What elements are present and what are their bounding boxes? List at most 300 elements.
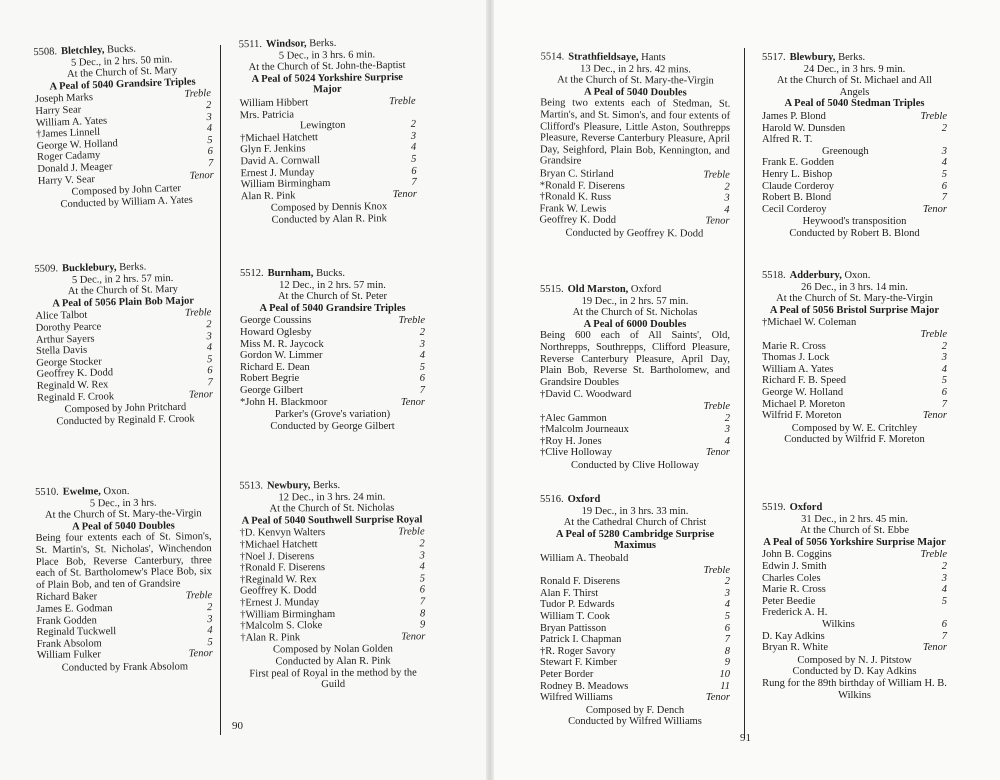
bell-position: Tenor bbox=[705, 447, 730, 459]
bell-position: 7 bbox=[419, 384, 425, 396]
peal-title: A Peal of 5040 Doubles bbox=[583, 86, 687, 99]
ringer-row bbox=[762, 375, 947, 387]
ringer-row bbox=[762, 364, 947, 376]
bell-position: 4 bbox=[206, 123, 213, 135]
peal-title: A Peal of 5056 Yorkshire Surprise Major bbox=[763, 536, 946, 548]
peal-number: 5508. bbox=[33, 46, 58, 59]
bell-position: 3 bbox=[207, 613, 213, 625]
ringer-row bbox=[37, 648, 213, 661]
peal-footnote: Conducted by William A. Yates bbox=[60, 194, 193, 210]
peal-heading bbox=[762, 52, 947, 64]
bell-position: 3 bbox=[419, 338, 425, 350]
peal-description: Being four extents each of St. Simon's, St. Martin's, St. Nicholas', Winchendon Place Bob, Reverse Canterbury, three each of St. Bartholomew's Place Bob, six of Plain Bob, and ten of Grandsire bbox=[35, 531, 212, 591]
ringer-row bbox=[241, 188, 417, 202]
bell-position: Treble bbox=[389, 95, 416, 108]
bell-position: 2 bbox=[410, 118, 416, 131]
bell-position: 2 bbox=[941, 560, 947, 572]
bell-position: 2 bbox=[206, 319, 212, 331]
ringer-row bbox=[540, 681, 730, 693]
peal-footnote: Conducted by Wilfred Williams bbox=[568, 716, 702, 728]
peal-church: At the Church of St. Mary-the-Virgin bbox=[557, 74, 714, 87]
ringer-row bbox=[540, 413, 730, 425]
bell-position: Tenor bbox=[401, 631, 426, 643]
bell-position: 6 bbox=[724, 622, 730, 634]
ringer-name: Frederick A. H. bbox=[762, 607, 828, 619]
ringer-row bbox=[762, 387, 947, 399]
bell-position: 7 bbox=[411, 176, 417, 188]
ringer-name: Alice Talbot bbox=[35, 310, 88, 323]
ringer-name: Frank E. Godden bbox=[762, 157, 835, 169]
peal-date: 31 Dec., in 2 hrs. 45 min. bbox=[801, 513, 908, 525]
peal-title: A Peal of 5056 Bristol Surprise Major bbox=[769, 304, 940, 316]
peal-county: Hants bbox=[641, 52, 666, 64]
ringer-row bbox=[240, 527, 425, 540]
ringer-name: Ernest J. Munday bbox=[240, 166, 315, 179]
ringer-row bbox=[762, 596, 947, 608]
ringer-name: Wilkins bbox=[822, 618, 855, 630]
ringer-row bbox=[240, 327, 425, 339]
peal-record bbox=[540, 494, 730, 728]
ringer-list bbox=[762, 549, 947, 653]
ringer-name: Reginald W. Rex bbox=[36, 379, 109, 392]
ringer-name: †Alec Gammon bbox=[540, 412, 607, 424]
bell-position: 8 bbox=[724, 645, 730, 657]
ringer-row bbox=[762, 341, 947, 353]
ringer-row bbox=[762, 631, 947, 643]
peal-county: Berks. bbox=[838, 52, 866, 63]
ringer-name: William Birmingham bbox=[240, 178, 331, 191]
ringer-name: Charles Coles bbox=[762, 572, 821, 584]
bell-position: 4 bbox=[410, 142, 417, 154]
ringer-row bbox=[540, 623, 730, 635]
peal-date: 12 Dec., in 3 hrs. 24 min. bbox=[278, 491, 386, 503]
ringer-row bbox=[762, 123, 947, 135]
ringer-name: James P. Blond bbox=[762, 110, 826, 122]
ringer-name: Tudor P. Edwards bbox=[540, 599, 615, 611]
bell-position: 5 bbox=[207, 134, 213, 146]
peal-footnote: Heywood's transposition bbox=[802, 216, 907, 228]
peal-date: 19 Dec., in 3 hrs. 33 min. bbox=[581, 505, 689, 517]
peal-footnote: Conducted by D. Kay Adkins bbox=[792, 666, 917, 678]
bell-position: 4 bbox=[207, 625, 213, 637]
peal-church: At the Church of St. Mary bbox=[67, 284, 179, 298]
ringer-row bbox=[762, 352, 947, 364]
ringer-row bbox=[540, 553, 730, 565]
peal-footnote: Conducted by Frank Absolom bbox=[61, 661, 189, 674]
peal-county: Berks. bbox=[309, 37, 337, 50]
ringer-name: †Ernest J. Munday bbox=[240, 597, 320, 609]
peal-description: Being two extents each of Stedman, St. Martin's, and St. Simon's, and four extents of Clifford's Pleasure, Little Aston, Southrepps Pleasure, Reverse Canterbury Pleasure, April Day, Seighford, Plain Bob, Kennington, and Grandsire bbox=[539, 97, 731, 167]
bell-position: 10 bbox=[719, 668, 730, 680]
ringer-row bbox=[762, 642, 947, 654]
ringer-list bbox=[35, 308, 213, 404]
ringer-name: George Coussins bbox=[240, 315, 312, 327]
ringer-name: Marie R. Cross bbox=[762, 584, 826, 596]
ringer-row bbox=[240, 339, 425, 351]
peal-record bbox=[33, 41, 215, 211]
ringer-name: †Michael W. Coleman bbox=[762, 317, 857, 329]
bell-position bbox=[724, 389, 730, 401]
peal-number: 5511. bbox=[238, 38, 263, 51]
column-rule bbox=[220, 45, 221, 735]
peal-place: Windsor, bbox=[265, 38, 307, 50]
peal-number: 5518. bbox=[762, 270, 786, 281]
ringer-name: Alan F. Thirst bbox=[540, 587, 599, 599]
ringer-row bbox=[540, 611, 730, 623]
peal-county: Bucks. bbox=[106, 43, 137, 56]
ringer-name: Bryan C. Stirland bbox=[539, 168, 614, 180]
peal-county: Oxon. bbox=[844, 270, 871, 281]
peal-place: Strathfieldsaye, bbox=[568, 51, 639, 64]
bell-position: 4 bbox=[941, 157, 947, 169]
ringer-name: William Fulker bbox=[36, 649, 101, 662]
bell-position: 11 bbox=[720, 680, 730, 692]
bell-position: Tenor bbox=[922, 203, 947, 215]
ringer-name: Marie R. Cross bbox=[762, 340, 826, 352]
ringer-row bbox=[540, 634, 730, 646]
ringer-name: George W. Holland bbox=[36, 137, 118, 152]
bell-position: 3 bbox=[941, 145, 947, 157]
ringer-row bbox=[240, 385, 425, 397]
ringer-name: †Noel J. Diserens bbox=[239, 550, 315, 563]
bell-position: 5 bbox=[419, 573, 425, 585]
ringer-row bbox=[540, 588, 730, 600]
bell-position: Treble bbox=[703, 564, 730, 576]
ringer-list bbox=[240, 527, 426, 644]
bell-position: 4 bbox=[941, 584, 947, 596]
bell-position: 3 bbox=[941, 352, 947, 364]
peal-number: 5515. bbox=[540, 284, 564, 295]
peal-record bbox=[539, 51, 730, 240]
peal-church: At the Church of St. Nicholas bbox=[572, 307, 698, 319]
ringer-row bbox=[540, 436, 730, 448]
ringer-name: Greenough bbox=[822, 145, 869, 157]
bell-position: Treble bbox=[184, 88, 212, 101]
bell-position: 3 bbox=[419, 549, 425, 561]
ringer-row bbox=[762, 607, 947, 619]
peal-heading bbox=[540, 494, 730, 506]
bell-position: 7 bbox=[941, 192, 947, 204]
peal-church: At the Church of St. Peter bbox=[277, 291, 388, 303]
peal-footnote: Parker's (Grove's variation) bbox=[274, 409, 391, 421]
bell-position: 5 bbox=[419, 361, 425, 373]
peal-date: 5 Dec., in 3 hrs. bbox=[89, 497, 157, 509]
ringer-name: †Michael Hatchett bbox=[239, 539, 318, 551]
ringer-row bbox=[540, 646, 730, 658]
ringer-row bbox=[762, 134, 947, 146]
peal-place: Adderbury, bbox=[789, 270, 842, 281]
peal-footnote: Composed by W. E. Critchley bbox=[791, 422, 918, 434]
ringer-row bbox=[762, 410, 947, 422]
peal-church: At the Church of St. John-the-Baptist bbox=[248, 60, 406, 74]
ringer-name: Lewington bbox=[299, 119, 346, 132]
bell-position: 2 bbox=[419, 326, 425, 338]
ringer-name: Patrick I. Chapman bbox=[540, 634, 622, 646]
peal-record bbox=[34, 260, 213, 428]
ringer-list bbox=[762, 111, 947, 215]
ringer-list bbox=[35, 88, 214, 187]
peal-date: 5 Dec., in 3 hrs. 6 min. bbox=[278, 48, 376, 62]
ringer-name: Geoffrey K. Dodd bbox=[539, 214, 617, 227]
bell-position: 4 bbox=[724, 204, 730, 216]
peal-number: 5510. bbox=[35, 486, 59, 498]
bell-position: 7 bbox=[724, 634, 730, 646]
bell-position: 3 bbox=[724, 192, 730, 204]
ringer-name: Reginald Tuckwell bbox=[36, 626, 117, 639]
peal-number: 5509. bbox=[34, 263, 59, 275]
ringer-row bbox=[540, 565, 730, 577]
peal-record bbox=[239, 479, 425, 691]
bell-position bbox=[941, 134, 947, 146]
ringer-row bbox=[762, 561, 947, 573]
bell-position: Tenor bbox=[188, 648, 213, 660]
bell-position: 4 bbox=[206, 342, 213, 354]
ringer-name: Reginald F. Crook bbox=[36, 390, 115, 404]
ringer-name: William A. Theobald bbox=[540, 552, 629, 564]
peal-place: Blewbury, bbox=[789, 52, 836, 63]
ringer-list bbox=[240, 315, 425, 408]
peal-date: 12 Dec., in 2 hrs. 57 min. bbox=[279, 279, 386, 291]
bell-position: 3 bbox=[206, 330, 212, 342]
peal-title: A Peal of 5056 Plain Bob Major bbox=[52, 295, 195, 310]
ringer-name: Glyn F. Jenkins bbox=[240, 143, 306, 156]
ringer-name: George Gilbert bbox=[240, 384, 304, 396]
ringer-name: Rodney B. Meadows bbox=[540, 680, 629, 692]
ringer-name: Frank W. Lewis bbox=[539, 203, 607, 215]
bell-position: 4 bbox=[419, 350, 425, 362]
ringer-name: Harold W. Dunsden bbox=[762, 122, 846, 134]
bell-position: 3 bbox=[941, 572, 947, 584]
peal-church: At the Church of St. Michael and All Angels bbox=[776, 75, 933, 98]
peal-church: At the Church of St. Mary-the-Virgin bbox=[44, 508, 202, 522]
ringer-row bbox=[762, 329, 947, 341]
bell-position bbox=[941, 607, 947, 619]
peal-date: 26 Dec., in 3 hrs. 14 min. bbox=[801, 281, 908, 293]
ringer-name: William A. Yates bbox=[35, 115, 108, 129]
bell-position: 5 bbox=[941, 375, 947, 387]
ringer-name: Ronald F. Diserens bbox=[540, 576, 620, 588]
column-rule bbox=[744, 48, 745, 738]
ringer-name: William T. Cook bbox=[540, 610, 611, 622]
peal-number: 5514. bbox=[540, 51, 565, 63]
peal-footnote: Conducted by George Gilbert bbox=[270, 420, 395, 432]
bell-position: 5 bbox=[207, 636, 213, 648]
bell-position: Treble bbox=[920, 328, 947, 340]
peal-record bbox=[35, 485, 213, 674]
ringer-name: Donald J. Meager bbox=[37, 161, 113, 175]
peal-number: 5519. bbox=[762, 502, 786, 513]
ringer-row bbox=[762, 111, 947, 123]
ringer-row bbox=[762, 549, 947, 561]
ringer-row bbox=[762, 181, 947, 193]
peal-heading bbox=[762, 502, 947, 514]
peal-place: Oxford bbox=[789, 502, 823, 513]
peal-church: At the Church of St. Mary-the-Virgin bbox=[776, 293, 933, 305]
ringer-row bbox=[762, 399, 947, 411]
peal-footnote: Composed by Dennis Knox bbox=[270, 201, 388, 215]
peal-heading bbox=[762, 270, 947, 282]
bell-position: 7 bbox=[941, 630, 947, 642]
peal-place: Bucklebury, bbox=[61, 262, 117, 275]
peal-footnote: Composed by N. J. Pitstow bbox=[797, 654, 912, 666]
ringer-name: David A. Cornwall bbox=[240, 155, 321, 168]
ringer-name: Geoffrey K. Dodd bbox=[240, 585, 317, 597]
peal-title: A Peal of 5040 Grandsire Triples bbox=[49, 76, 196, 93]
bell-position: 5 bbox=[941, 595, 947, 607]
ringer-name: George W. Holland bbox=[762, 386, 844, 398]
ringer-row bbox=[240, 373, 425, 385]
peal-footnote: Composed by John Pritchard bbox=[64, 401, 187, 416]
ringer-row bbox=[240, 397, 425, 409]
ringer-row bbox=[762, 317, 947, 329]
bell-position: Tenor bbox=[922, 642, 947, 654]
bell-position: 5 bbox=[411, 153, 417, 165]
bell-position: 3 bbox=[724, 587, 730, 599]
ringer-name: William A. Yates bbox=[762, 363, 834, 375]
bell-position: 3 bbox=[724, 424, 730, 436]
ringer-list bbox=[240, 96, 417, 203]
peal-footnote: Conducted by Robert B. Blond bbox=[789, 227, 920, 239]
bell-position: 2 bbox=[941, 122, 947, 134]
peal-place: Burnham, bbox=[267, 268, 314, 279]
peal-place: Ewelme, bbox=[62, 486, 101, 498]
ringer-row bbox=[762, 157, 947, 169]
ringer-name: Bryan R. White bbox=[762, 642, 829, 654]
peal-date: 5 Dec., in 2 hrs. 50 min. bbox=[70, 53, 173, 69]
ringer-name: †Malcolm S. Cloke bbox=[240, 620, 323, 632]
peal-title: A Peal of 5040 Doubles bbox=[72, 520, 175, 533]
peal-date: 13 Dec., in 2 hrs. 42 mins. bbox=[580, 63, 691, 75]
bell-position: 2 bbox=[724, 576, 730, 588]
ringer-name: Frank Absolom bbox=[36, 637, 102, 650]
bell-position: 6 bbox=[207, 365, 213, 377]
peal-footnote: Conducted by Geoffrey K. Dodd bbox=[565, 227, 704, 240]
peal-footnote: Conducted by Clive Holloway bbox=[570, 459, 700, 471]
bell-position: Tenor bbox=[705, 215, 730, 227]
peal-record bbox=[540, 284, 730, 472]
ringer-name: Bryan Pattisson bbox=[540, 622, 607, 634]
peal-record bbox=[762, 52, 947, 240]
ringer-name: Mrs. Patricia bbox=[239, 109, 295, 121]
bell-position: 2 bbox=[206, 602, 213, 614]
ringer-row bbox=[539, 215, 729, 228]
ringer-name: †James Linnell bbox=[36, 126, 101, 141]
bell-position: 5 bbox=[941, 168, 947, 180]
bell-position: 6 bbox=[941, 386, 947, 398]
bell-position: Treble bbox=[185, 590, 213, 602]
bell-position bbox=[941, 317, 947, 329]
ringer-list bbox=[539, 168, 729, 227]
ringer-name: †Ronald F. Diserens bbox=[239, 562, 326, 574]
bell-position: 6 bbox=[941, 180, 947, 192]
peal-title: A Peal of 6000 Doubles bbox=[583, 318, 687, 330]
ringer-row bbox=[762, 573, 947, 585]
ringer-name: Edwin J. Smith bbox=[762, 560, 827, 572]
ringer-row bbox=[540, 447, 730, 459]
ringer-name: †David C. Woodward bbox=[540, 389, 632, 401]
ringer-row bbox=[240, 631, 425, 644]
bell-position: 7 bbox=[419, 596, 426, 608]
peal-church: At the Church of St. Mary bbox=[66, 65, 178, 81]
bell-position: 4 bbox=[941, 363, 947, 375]
ringer-name: *John H. Blackmoor bbox=[240, 396, 328, 408]
ringer-name: Cecil Corderoy bbox=[762, 203, 827, 215]
ringer-name: Claude Corderoy bbox=[762, 180, 835, 192]
ringer-row bbox=[540, 657, 730, 669]
peal-footnote: Conducted by Wilfrid F. Moreton bbox=[784, 434, 925, 446]
ringer-name: John B. Coggins bbox=[762, 549, 832, 561]
peal-footnote: Conducted by Alan R. Pink bbox=[271, 213, 387, 226]
bell-position: Tenor bbox=[705, 692, 730, 704]
bell-position: 5 bbox=[724, 610, 730, 622]
peal-footnote: Composed by Nolan Golden bbox=[272, 643, 393, 656]
ringer-name: Henry L. Bishop bbox=[762, 168, 833, 180]
bell-position: Treble bbox=[398, 315, 425, 327]
ringer-row bbox=[240, 362, 425, 374]
bell-position: 2 bbox=[724, 412, 730, 424]
peal-record bbox=[762, 502, 947, 701]
peal-number: 5513. bbox=[239, 480, 263, 492]
ringer-name: Robert B. Blond bbox=[762, 192, 832, 204]
bell-position: 2 bbox=[205, 99, 212, 112]
peal-footnote: First peal of Royal in the method by the Guild bbox=[249, 666, 417, 691]
peal-date: 24 Dec., in 3 hrs. 9 min. bbox=[803, 63, 906, 75]
ringer-name: Arthur Sayers bbox=[35, 333, 95, 346]
bell-position: 6 bbox=[941, 618, 947, 630]
ringer-row bbox=[240, 315, 425, 327]
bell-position bbox=[724, 553, 730, 565]
bell-position: Treble bbox=[703, 169, 730, 181]
bell-position: 4 bbox=[419, 561, 425, 573]
bell-position: Tenor bbox=[400, 396, 425, 408]
book-gutter bbox=[486, 0, 494, 780]
ringer-name: Harry V. Sear bbox=[37, 173, 96, 187]
bell-position: 3 bbox=[206, 111, 212, 123]
ringer-list bbox=[540, 553, 730, 704]
ringer-row bbox=[762, 584, 947, 596]
bell-position bbox=[410, 107, 416, 119]
bell-position: 3 bbox=[410, 130, 417, 142]
peal-county: Bucks. bbox=[316, 268, 345, 279]
bell-position: 2 bbox=[941, 340, 947, 352]
bell-position: 7 bbox=[207, 377, 213, 389]
bell-position: 5 bbox=[206, 353, 213, 366]
peal-heading bbox=[541, 51, 731, 64]
peal-title: A Peal of 5040 Stedman Triples bbox=[784, 98, 925, 110]
page-number-left: 90 bbox=[232, 720, 243, 732]
ringer-name: D. Kay Adkins bbox=[762, 630, 825, 642]
ringer-name: Geoffrey K. Dodd bbox=[36, 367, 114, 381]
ringer-name: Wilfrid F. Moreton bbox=[762, 410, 842, 422]
bell-position: 6 bbox=[419, 373, 425, 385]
ringer-name: Richard Baker bbox=[36, 591, 98, 604]
peal-place: Newbury, bbox=[266, 480, 311, 492]
ringer-name: Richard F. B. Speed bbox=[762, 375, 847, 387]
peal-heading bbox=[540, 284, 730, 296]
ringer-name: Harry Sear bbox=[35, 104, 82, 118]
peal-county: Oxford bbox=[630, 284, 662, 295]
bell-position: 7 bbox=[207, 157, 214, 170]
bell-position: 4 bbox=[724, 599, 730, 611]
ringer-name: Roger Cadamy bbox=[36, 150, 101, 164]
bell-position: Tenor bbox=[188, 388, 214, 401]
ringer-row bbox=[762, 192, 947, 204]
peal-footnote: Composed by John Carter bbox=[71, 183, 182, 198]
ringer-name: Joseph Marks bbox=[34, 92, 94, 106]
ringer-name: †Ronald K. Russ bbox=[539, 191, 612, 203]
ringer-name: Wilfred Williams bbox=[540, 692, 613, 704]
bell-position: Tenor bbox=[922, 410, 947, 422]
